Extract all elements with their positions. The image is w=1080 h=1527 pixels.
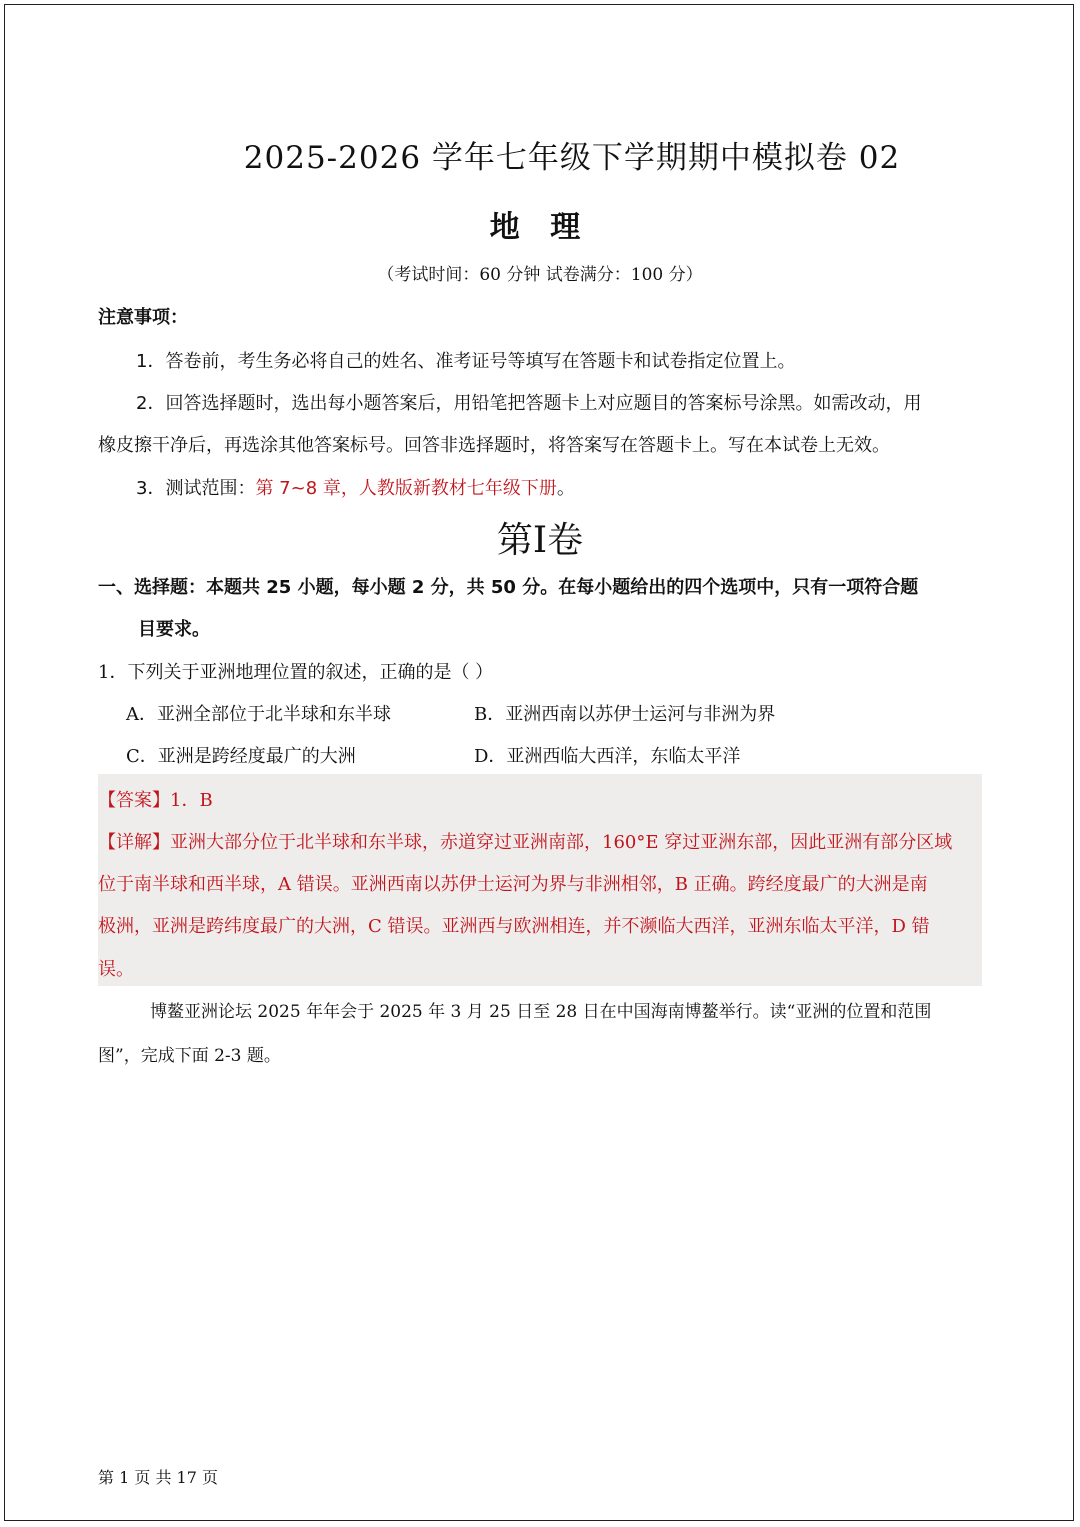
page-number: 第 1 页 共 17 页 [98, 1468, 218, 1487]
section-heading-line-1: 一、选择题：本题共 25 小题，每小题 2 分，共 50 分。在每小题给出的四个选项中，只有一项符合题 [98, 577, 919, 598]
note-item-2-line-2: 橡皮擦干净后，再选涂其他答案标号。回答非选择题时，将答案写在答题卡上。写在本试卷上无效。 [98, 435, 890, 456]
question-1-option-d: D．亚洲西临大西洋，东临太平洋 [474, 746, 741, 767]
section-title: 第I卷 [496, 520, 584, 561]
exam-title: 2025-2026 学年七年级下学期期中模拟卷 02 [243, 140, 901, 176]
note-item-3-scope: 第 7~8 章，人教版新教材七年级下册 [255, 478, 557, 499]
detail-line-1: 【详解】亚洲大部分位于北半球和东半球，赤道穿过亚洲南部，160°E 穿过亚洲东部，因此亚洲有部分区域 [98, 832, 953, 853]
note-item-3 [136, 474, 575, 500]
section-heading-line-2: 目要求。 [138, 619, 210, 640]
detail-line-3: 极洲，亚洲是跨纬度最广的大洲，C 错误。亚洲西与欧洲相连，并不濒临大西洋，亚洲东临太平洋，D 错 [98, 916, 930, 937]
note-item-3-suffix: 。 [556, 478, 575, 499]
question-1-option-a: A．亚洲全部位于北半球和东半球 [126, 704, 391, 725]
material-line-1: 博鳌亚洲论坛 2025 年年会于 2025 年 3 月 25 日至 28 日在中国海南博鳌举行。读“亚洲的位置和范围 [150, 1002, 932, 1022]
note-item-3-prefix: 3．测试范围： [136, 478, 256, 499]
detail-line-4: 误。 [98, 959, 134, 980]
note-item-1: 1．答卷前，考生务必将自己的姓名、准考证号等填写在答题卡和试卷指定位置上。 [136, 351, 796, 372]
question-1-option-c: C．亚洲是跨经度最广的大洲 [126, 746, 356, 767]
question-1-option-b: B．亚洲西南以苏伊士运河与非洲为界 [474, 704, 776, 725]
material-line-2: 图”，完成下面 2-3 题。 [98, 1046, 281, 1066]
answer-line: 【答案】1．B [98, 790, 213, 811]
subject-title: 地 理 [489, 210, 591, 245]
detail-line-2: 位于南半球和西半球，A 错误。亚洲西南以苏伊士运河为界与非洲相邻，B 正确。跨经度最广的大洲是南 [98, 874, 928, 895]
exam-meta: （考试时间：60 分钟 试卷满分：100 分） [377, 265, 703, 285]
question-1-stem: 1．下列关于亚洲地理位置的叙述，正确的是（ ） [98, 662, 494, 683]
note-item-2-line-1: 2．回答选择题时，选出每小题答案后，用铅笔把答题卡上对应题目的答案标号涂黑。如需改动，用 [136, 393, 922, 414]
notes-title: 注意事项： [98, 307, 188, 328]
